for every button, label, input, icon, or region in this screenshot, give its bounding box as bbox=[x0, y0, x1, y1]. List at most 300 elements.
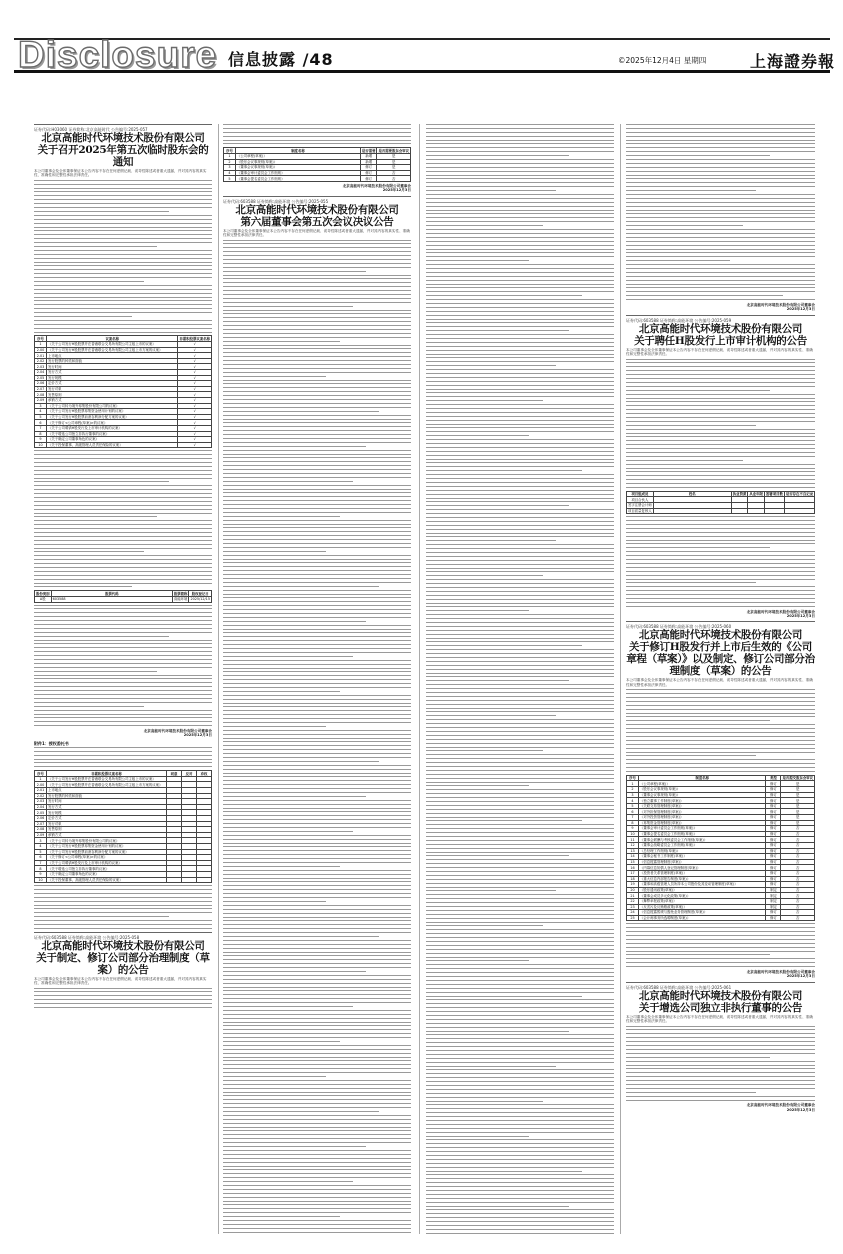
table-cell: 否 bbox=[781, 848, 815, 854]
table-cell: 5 bbox=[35, 414, 47, 420]
table-cell: 项目合伙人 bbox=[627, 497, 654, 503]
audit-team-table bbox=[626, 491, 815, 514]
text-line bbox=[223, 831, 353, 832]
text-line bbox=[626, 425, 756, 426]
text-line bbox=[223, 275, 411, 276]
text-line bbox=[223, 858, 411, 859]
table-cell: 《关于公司发行H股股票并在香港联合交易所有限公司主板上市方案的议案》 bbox=[47, 782, 167, 788]
text-line bbox=[426, 1198, 614, 1199]
text-line bbox=[426, 1174, 614, 1175]
announcement-board-resolution bbox=[223, 196, 411, 238]
text-line bbox=[223, 132, 411, 133]
table-cell: 否 bbox=[781, 837, 815, 843]
text-line bbox=[426, 1171, 582, 1172]
announcement-code: 证券代码:603588 证券简称:高能环境 公告编号:2025-061 bbox=[626, 984, 732, 990]
table-cell: 《董事会提名委员会工作细则》 bbox=[236, 176, 361, 182]
text-line bbox=[34, 320, 212, 321]
table-cell: 9 bbox=[627, 826, 639, 832]
text-line bbox=[34, 608, 212, 609]
text-line bbox=[626, 140, 815, 141]
text-line bbox=[223, 776, 411, 777]
text-line bbox=[34, 920, 212, 921]
text-line bbox=[223, 1130, 411, 1131]
text-line bbox=[426, 1038, 614, 1039]
text-line bbox=[223, 726, 326, 727]
announcement-intro: 本公司董事会及全体董事保证本公告内容不存在任何虚假记载、误导性陈述或者重大遗漏，并对其内容的真实性、准确性和完整性承担法律责任。 bbox=[34, 976, 207, 986]
text-line bbox=[626, 362, 815, 363]
text-line bbox=[626, 1061, 815, 1062]
text-line bbox=[426, 202, 614, 203]
text-line bbox=[626, 405, 815, 406]
text-line bbox=[626, 1092, 756, 1093]
text-line bbox=[223, 442, 411, 443]
text-line bbox=[426, 533, 614, 534]
text-line bbox=[34, 262, 212, 263]
text-line bbox=[626, 252, 815, 253]
text-line bbox=[426, 1066, 556, 1067]
table-cell: 《关于公司发行H股股票并在香港联合交易所有限公司主板上市方案的议案》 bbox=[47, 347, 178, 353]
text-line bbox=[626, 256, 815, 257]
text-line bbox=[426, 688, 614, 689]
text-line bbox=[223, 792, 411, 793]
announcement-auditor bbox=[626, 315, 815, 357]
text-line bbox=[223, 757, 411, 758]
text-line bbox=[426, 466, 614, 467]
text-line bbox=[223, 1193, 411, 1194]
text-line bbox=[626, 417, 815, 418]
text-line bbox=[223, 850, 411, 851]
text-line bbox=[223, 485, 411, 486]
body-text-block bbox=[223, 240, 411, 1236]
table-cell: 《董事会战略委员会工作细则(草案)》 bbox=[639, 842, 766, 848]
text-line bbox=[223, 298, 411, 299]
text-line bbox=[626, 763, 815, 764]
text-line bbox=[426, 824, 614, 825]
table-cell: 《投资者关系管理制度(草案)》 bbox=[639, 870, 766, 876]
text-line bbox=[34, 559, 212, 560]
rules-list-table bbox=[223, 147, 411, 182]
text-line bbox=[223, 586, 379, 587]
masthead-date: ©2025年12月4日 星期四 bbox=[618, 56, 707, 65]
table-cell: 修订 bbox=[766, 792, 781, 798]
text-line bbox=[34, 579, 212, 580]
text-line bbox=[426, 696, 614, 697]
text-line bbox=[223, 811, 411, 812]
text-line bbox=[426, 427, 614, 428]
text-line bbox=[34, 536, 212, 537]
text-line bbox=[426, 1108, 614, 1109]
text-line bbox=[426, 225, 543, 226]
text-line bbox=[426, 762, 614, 763]
text-line bbox=[426, 474, 614, 475]
text-line bbox=[426, 210, 614, 211]
text-line bbox=[223, 383, 411, 384]
text-line bbox=[223, 508, 411, 509]
text-line bbox=[426, 606, 614, 607]
table-cell: 2.05 bbox=[35, 810, 47, 816]
text-line bbox=[426, 949, 614, 950]
table-cell: 发行规模 bbox=[47, 810, 167, 816]
text-line bbox=[426, 645, 582, 646]
text-line bbox=[626, 551, 815, 552]
table-cell: 项目质量复核人 bbox=[628, 508, 652, 513]
table-cell: 《关于增选公司独立非执行董事的议案》 bbox=[47, 431, 178, 437]
text-line bbox=[223, 1232, 411, 1233]
table-cell: 《关于公司发行H股股票前滚存利润分配方案的议案》 bbox=[47, 849, 167, 855]
text-line bbox=[626, 287, 815, 288]
table-cell: 发售原则 bbox=[47, 392, 178, 398]
text-line bbox=[426, 793, 614, 794]
text-line bbox=[426, 373, 614, 374]
text-line bbox=[426, 132, 614, 133]
text-line bbox=[426, 883, 614, 884]
text-line bbox=[426, 894, 614, 895]
column-4 bbox=[626, 124, 815, 1236]
text-line bbox=[626, 740, 815, 741]
text-line bbox=[426, 350, 614, 351]
table-cell: 《董事会审计委员会工作细则(草案)》 bbox=[639, 826, 766, 832]
text-line bbox=[34, 912, 212, 913]
table-cell: 否 bbox=[781, 859, 815, 865]
text-line bbox=[223, 271, 366, 272]
table-cell: 《董事会成员多元化政策(草案)》 bbox=[639, 893, 766, 899]
text-line bbox=[223, 741, 411, 742]
text-line bbox=[223, 543, 411, 544]
text-line bbox=[34, 505, 212, 506]
text-line bbox=[223, 430, 411, 431]
table-cell: 修订 bbox=[766, 826, 781, 832]
text-line bbox=[426, 338, 614, 339]
text-line bbox=[34, 300, 212, 301]
text-line bbox=[426, 1229, 614, 1230]
text-line bbox=[223, 251, 411, 252]
text-line bbox=[426, 182, 614, 183]
text-line bbox=[223, 738, 411, 739]
table-row bbox=[35, 596, 212, 602]
text-line bbox=[223, 1103, 411, 1104]
text-line bbox=[223, 987, 411, 988]
text-line bbox=[626, 579, 815, 580]
text-line bbox=[223, 578, 411, 579]
text-line bbox=[426, 221, 614, 222]
text-line bbox=[223, 640, 411, 641]
text-line bbox=[34, 223, 212, 224]
table-cell: 《对外担保管理制度(草案)》 bbox=[639, 809, 766, 815]
text-line bbox=[626, 516, 815, 517]
text-line bbox=[34, 893, 212, 894]
text-line bbox=[34, 501, 212, 502]
table-header-cell: 姓名 bbox=[653, 491, 731, 497]
text-line bbox=[223, 1185, 411, 1186]
text-line bbox=[34, 180, 212, 181]
masthead-bottom-rule bbox=[14, 70, 830, 73]
table-cell: 2.00 bbox=[35, 347, 47, 353]
text-line bbox=[626, 264, 815, 265]
table-cell: 发行方式 bbox=[47, 370, 178, 376]
table-cell: 《关于公司发行H股股票并在香港联合交易所有限公司主板上市的议案》 bbox=[47, 776, 167, 782]
announcement-code: 证券代码:603588 证券简称:高能环境 公告编号:2025-058 bbox=[34, 934, 140, 940]
text-line bbox=[223, 664, 411, 665]
text-line bbox=[223, 924, 411, 925]
text-line bbox=[223, 901, 326, 902]
table-cell: 《关于公司转为境外募集股份有限公司的议案》 bbox=[47, 403, 178, 409]
text-line bbox=[426, 1054, 614, 1055]
table-header-cell: 议案名称 bbox=[47, 336, 178, 342]
text-line bbox=[626, 366, 815, 367]
text-line bbox=[34, 647, 212, 648]
text-line bbox=[223, 745, 411, 746]
table-cell: 《关于公司发行H股股票募集资金使用计划的议案》 bbox=[47, 843, 167, 849]
text-line bbox=[223, 1212, 411, 1213]
text-line bbox=[223, 636, 411, 637]
text-line bbox=[223, 372, 411, 373]
text-line bbox=[223, 885, 411, 886]
table-cell: 修订 bbox=[360, 165, 377, 171]
text-line bbox=[626, 487, 815, 488]
text-line bbox=[223, 854, 411, 855]
body-text-block bbox=[34, 180, 212, 333]
text-line bbox=[426, 910, 614, 911]
announcement-title: 北京高能时代环境技术股份有限公司 关于聘任H股发行上市审计机构的公告 bbox=[634, 322, 807, 347]
table-cell: 《股东会议事规则(草案)》 bbox=[236, 159, 361, 165]
text-line bbox=[223, 773, 411, 774]
text-line bbox=[223, 590, 411, 591]
text-line bbox=[223, 492, 411, 493]
meeting-agenda-table bbox=[34, 335, 212, 448]
text-line bbox=[223, 395, 411, 396]
text-line bbox=[426, 1089, 614, 1090]
table-cell bbox=[653, 508, 731, 514]
text-line bbox=[626, 483, 815, 484]
body-text-block bbox=[626, 124, 815, 300]
text-line bbox=[626, 736, 815, 737]
text-line bbox=[223, 769, 411, 770]
text-line bbox=[34, 751, 212, 752]
table-cell: 2.09 bbox=[35, 397, 47, 403]
table-cell: 《董事会薪酬与考核委员会工作细则(草案)》 bbox=[639, 837, 766, 843]
text-line bbox=[34, 332, 212, 333]
text-line bbox=[626, 452, 815, 453]
text-line bbox=[626, 194, 815, 195]
text-line bbox=[223, 897, 411, 898]
text-line bbox=[626, 155, 770, 156]
text-line bbox=[34, 544, 212, 545]
text-line bbox=[223, 963, 411, 964]
text-line bbox=[426, 992, 614, 993]
text-line bbox=[426, 1206, 569, 1207]
text-line bbox=[223, 1181, 353, 1182]
text-line bbox=[223, 341, 340, 342]
table-cell: 1 bbox=[224, 153, 236, 159]
text-line bbox=[223, 348, 411, 349]
table-cell: √ bbox=[178, 370, 212, 376]
text-line bbox=[426, 455, 614, 456]
text-line bbox=[34, 269, 212, 270]
text-line bbox=[223, 648, 411, 649]
table-cell: 2.06 bbox=[35, 815, 47, 821]
text-line bbox=[426, 1190, 614, 1191]
text-line bbox=[626, 947, 815, 948]
text-line bbox=[426, 252, 614, 253]
masthead-paper-logo: 上海證券報 bbox=[750, 52, 836, 71]
text-line bbox=[426, 431, 614, 432]
text-line bbox=[626, 563, 815, 564]
table-cell: 否 bbox=[377, 176, 411, 182]
text-line bbox=[426, 420, 614, 421]
text-line bbox=[34, 470, 212, 471]
text-line bbox=[223, 765, 411, 766]
text-line bbox=[34, 682, 212, 683]
text-line bbox=[223, 1150, 411, 1151]
table-cell: 制定 bbox=[766, 904, 781, 910]
text-line bbox=[34, 759, 212, 760]
announcement-code: 证券代码:603588 证券简称:高能环境 公告编号:2025-059 bbox=[626, 317, 732, 323]
table-cell: 签字注册会计师 bbox=[628, 503, 652, 508]
text-line bbox=[223, 1208, 411, 1209]
text-line bbox=[626, 744, 815, 745]
text-line bbox=[34, 277, 212, 278]
attachment-heading: 附件1：授权委托书 bbox=[34, 740, 69, 746]
text-line bbox=[426, 1031, 569, 1032]
text-line bbox=[223, 527, 411, 528]
text-line bbox=[426, 498, 614, 499]
table-cell: √ bbox=[178, 347, 212, 353]
body-text-block bbox=[34, 988, 212, 1008]
table-cell: 上市地点 bbox=[47, 788, 167, 794]
text-line bbox=[626, 468, 815, 469]
text-line bbox=[426, 268, 614, 269]
text-line bbox=[34, 188, 212, 189]
text-line bbox=[223, 940, 411, 941]
table-cell: 《关于公司发行H股股票并在香港联合交易所有限公司主板上市的议案》 bbox=[47, 342, 178, 348]
text-line bbox=[223, 469, 411, 470]
text-line bbox=[426, 1209, 614, 1210]
text-line bbox=[426, 1077, 614, 1078]
text-line bbox=[426, 766, 614, 767]
text-line bbox=[626, 206, 815, 207]
text-line bbox=[34, 250, 212, 251]
table-cell: √ bbox=[178, 403, 212, 409]
text-line bbox=[626, 370, 815, 371]
text-line bbox=[223, 1201, 411, 1202]
text-line bbox=[426, 599, 614, 600]
text-line bbox=[223, 465, 411, 466]
text-line bbox=[223, 660, 411, 661]
text-line bbox=[426, 1023, 614, 1024]
text-line bbox=[34, 640, 212, 641]
table-cell bbox=[731, 508, 748, 514]
text-line bbox=[223, 380, 411, 381]
text-line bbox=[626, 1076, 815, 1077]
text-line bbox=[223, 881, 411, 882]
text-line bbox=[426, 1159, 614, 1160]
text-line bbox=[223, 889, 411, 890]
text-line bbox=[426, 439, 614, 440]
announcement-governance-rules bbox=[34, 932, 212, 986]
text-line bbox=[223, 1224, 411, 1225]
text-line bbox=[626, 276, 815, 277]
text-line bbox=[626, 528, 815, 529]
table-cell: 修订 bbox=[766, 781, 781, 787]
text-line bbox=[426, 319, 614, 320]
text-line bbox=[626, 198, 815, 199]
text-line bbox=[626, 245, 815, 246]
text-line bbox=[34, 991, 212, 992]
table-cell: 7 bbox=[35, 860, 47, 866]
text-line bbox=[426, 1073, 614, 1074]
text-line bbox=[223, 1166, 411, 1167]
text-line bbox=[34, 889, 212, 890]
text-line bbox=[626, 771, 815, 772]
table-cell: 25 bbox=[627, 915, 639, 921]
table-cell: 定价方式 bbox=[47, 815, 167, 821]
masthead-section-title: 信息披露 /48 bbox=[228, 50, 334, 69]
text-line bbox=[426, 143, 614, 144]
text-line bbox=[223, 419, 411, 420]
text-line bbox=[626, 536, 815, 537]
table-row bbox=[35, 442, 212, 448]
text-line bbox=[426, 778, 614, 779]
text-line bbox=[426, 1233, 614, 1234]
table-cell: √ bbox=[178, 425, 212, 431]
text-line bbox=[34, 717, 212, 718]
text-line bbox=[426, 354, 614, 355]
text-line bbox=[426, 237, 614, 238]
text-line bbox=[426, 972, 614, 973]
text-line bbox=[426, 155, 569, 156]
table-cell: 《对外投资管理制度(草案)》 bbox=[639, 815, 766, 821]
text-line bbox=[626, 479, 815, 480]
text-line bbox=[626, 390, 770, 391]
text-line bbox=[426, 389, 614, 390]
text-line bbox=[426, 525, 614, 526]
text-line bbox=[223, 1119, 411, 1120]
text-line bbox=[626, 182, 815, 183]
table-cell: 是 bbox=[377, 165, 411, 171]
text-line bbox=[426, 649, 614, 650]
text-line bbox=[426, 509, 614, 510]
text-line bbox=[626, 720, 770, 721]
body-text-block bbox=[626, 689, 815, 772]
table-cell: √ bbox=[178, 358, 212, 364]
text-line bbox=[426, 1143, 614, 1144]
text-line bbox=[426, 568, 614, 569]
table-cell: 修订 bbox=[360, 170, 377, 176]
text-line bbox=[426, 322, 614, 323]
text-line bbox=[223, 1068, 411, 1069]
text-line bbox=[34, 694, 212, 695]
text-line bbox=[34, 211, 169, 212]
text-line bbox=[426, 700, 614, 701]
text-line bbox=[223, 551, 326, 552]
text-line bbox=[34, 667, 212, 668]
table-cell: 2.08 bbox=[35, 827, 47, 833]
text-line bbox=[34, 238, 212, 239]
column-2 bbox=[223, 124, 411, 1236]
announcement-intro: 本公司董事会及全体董事保证本公告内容不存在任何虚假记载、误导性陈述或者重大遗漏，并对其内容的真实性、准确性和完整性承担法律责任。 bbox=[223, 228, 410, 238]
text-line bbox=[426, 311, 614, 312]
table-cell: 18 bbox=[627, 876, 639, 882]
text-line bbox=[223, 504, 411, 505]
body-text-block bbox=[426, 124, 614, 1236]
text-line bbox=[223, 1158, 411, 1159]
text-line bbox=[34, 747, 212, 748]
table-cell: 《股东通讯政策(草案)》 bbox=[639, 887, 766, 893]
text-line bbox=[426, 937, 614, 938]
text-line bbox=[34, 454, 212, 455]
signature-block: 北京高能时代环境技术股份有限公司董事会 2025年12月3日 bbox=[746, 302, 815, 312]
text-line bbox=[223, 356, 411, 357]
